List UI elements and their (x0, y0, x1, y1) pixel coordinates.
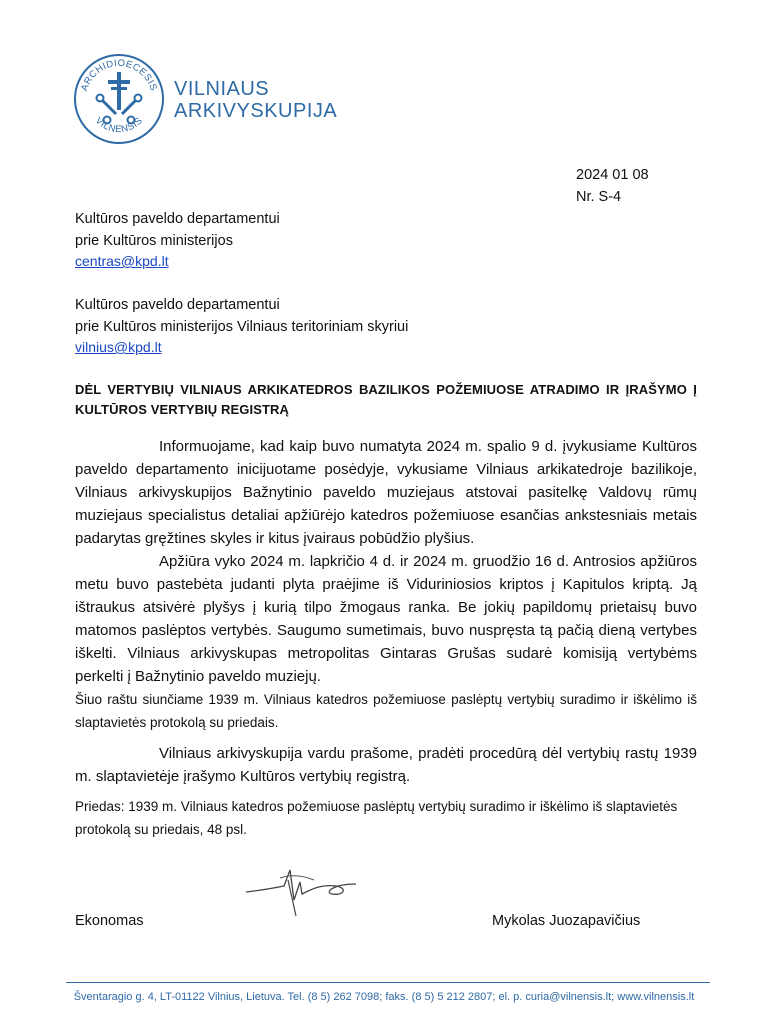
recipient-1-line-1: Kultūros paveldo departamentui (75, 211, 280, 227)
archdiocese-logo (72, 52, 338, 147)
footer-divider (66, 982, 710, 983)
body-paragraph-2: Apžiūra vyko 2024 m. lapkričio 4 d. ir 2024 m. gruodžio 16 d. Antrosios apžiūros metu buvo pastebėta judanti plyta praėjime iš Viduriniosios kriptos į Kapitulos kriptą. Ją ištraukus atsivėrė plyšys į kurią tilpo žmogaus ranka. Be jokių papildomų prietaisų buvo matomos paslėptos vertybės. Saugumo sumetimais, buvo nuspręsta tą pačią dieną vertybes iškelti. Vilniaus arkivyskupas metropolitas Gintaras Grušas sudarė komisiją vertybėms perkelti į Bažnytinio paveldo muziejų. (75, 553, 697, 685)
seal-icon (72, 52, 167, 147)
cross-icon (117, 72, 121, 110)
signatory-name: Mykolas Juozapavičius (492, 913, 641, 929)
signatory-title: Ekonomas (75, 913, 144, 929)
body-paragraph-1: Informuojame, kad kaip buvo numatyta 2024 m. spalio 9 d. įvykusiame Kultūros paveldo departamento inicijuotame posėdyje, vykusiame Vilniaus arkikatedroje bazilikoje, Vilniaus arkivyskupijos Bažnytinio paveldo muziejaus atstovai pasitelkę Valdovų rūmų muziejaus specialistus detaliai apžiūrėjo katedros požemiuose esančias ankstesniais metais padarytas gręžtines skyles ir kitus įvairaus pobūdžio plyšius. (75, 438, 697, 547)
body-paragraph-4: Vilniaus arkivyskupija vardu prašome, pradėti procedūrą dėl vertybių rastų 1939 m. slaptavietėje įrašymo Kultūros vertybių registrą. (75, 745, 697, 785)
svg-text:VILNENSIS (93, 115, 145, 135)
recipient-2-line-1: Kultūros paveldo departamentui (75, 297, 280, 313)
recipient-1-line-2: prie Kultūros ministerijos (75, 233, 233, 249)
letter-body (75, 435, 697, 788)
key-right-icon (122, 100, 136, 114)
footer-contact: Šventaragio g. 4, LT-01122 Vilnius, Lietuva. Tel. (8 5) 262 7098; faks. (8 5) 5 212 2807; el. p. curia@vilnensis.lt; www.vilnensis.lt (73, 991, 695, 1003)
seal-ring-top-text: ARCHIDIOECESIS (79, 57, 159, 93)
body-paragraph-3: Šiuo raštu siunčiame 1939 m. Vilniaus katedros požemiuose paslėptų vertybių suradimo ir iškėlimo iš slaptavietės protokolą su priedais. (75, 692, 697, 730)
document-number: Nr. S-4 (576, 189, 622, 205)
logo-line-2: ARKIVYSKUPIJA (174, 100, 338, 122)
recipient-1-email-link[interactable]: centras@kpd.lt (75, 253, 169, 269)
attachment-note: Priedas: 1939 m. Vilniaus katedros požemiuose paslėptų vertybių suradimo ir iškėlimo iš slaptavietės protokolą su priedais, 48 psl. (75, 799, 678, 837)
handwritten-signature (244, 860, 364, 920)
key-left-icon (102, 100, 116, 114)
logo-line-1: VILNIAUS (174, 78, 270, 100)
recipient-2-line-2: prie Kultūros ministerijos Vilniaus teritoriniam skyriui (75, 319, 409, 335)
seal-ring-bottom-text: VILNENSIS (92, 115, 146, 136)
recipient-2-email-link[interactable]: vilnius@kpd.lt (75, 339, 162, 355)
subject-heading: DĖL VERTYBIŲ VILNIAUS ARKIKATEDROS BAZILIKOS POŽEMIUOSE ATRADIMO IR ĮRAŠYMO Į KULTŪROS VERTYBIŲ REGISTRĄ (75, 382, 697, 417)
document-date: 2024 01 08 (576, 167, 649, 183)
